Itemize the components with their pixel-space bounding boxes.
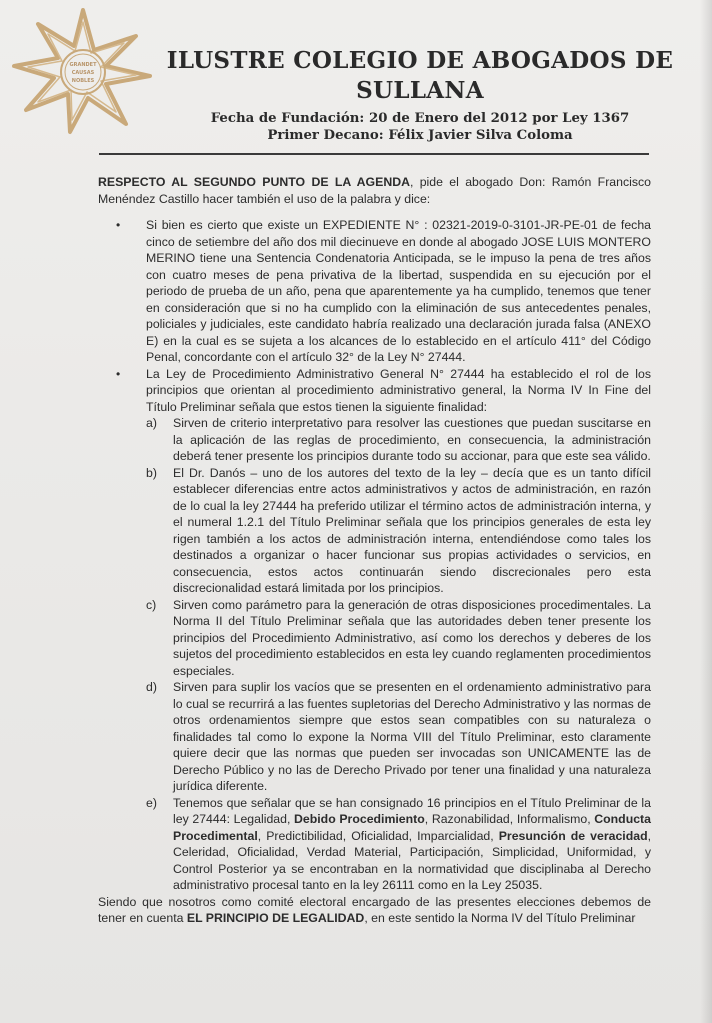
principle-presuncion-veracidad: Presunción de veracidad [498,828,648,843]
agenda-heading: RESPECTO AL SEGUNDO PUNTO DE LA AGENDA [98,175,410,189]
header-divider [99,153,649,155]
principle-debido-procedimiento: Debido Procedimiento [294,812,425,826]
list-item-text: Sirven para suplir los vacíos que se presenten en el ordenamiento administrativo para lo cual se recurrirá a las fuentes supletorias del Derecho Administrativo y las normas de otros ordenamientos siempre que estos sean compatibles con su naturaleza o finalidades tal como lo expone la Norma VIII del Título Preliminar, esto claramente quiere decir que las normas que pueden ser invocadas son UNICAMENTE las de Derecho Público y no las de Derecho Privado por tener una finalidad y una naturaleza jurídica diferente. [173,680,651,793]
list-item-label: a) [146,416,157,430]
seal-word-2: CAUSAS [71,70,95,76]
principles-text-1: Tenemos que señalar que se han consignado 16 principios en el Título Preliminar de la ley 27444: Legalidad, [173,795,651,826]
list-item [98,415,651,465]
list-item [98,795,651,894]
closing-paragraph [98,894,651,927]
bullet-item [98,366,651,416]
list-item-text: Sirven como parámetro para la generación de otras disposiciones procedimentales. La Norma II del Título Preliminar señala que las autoridades deben tener presente los principios del Procedimiento Administrativo, así como los derechos y deberes de los sujetos del procedimiento establecidos en esta ley cuando reglamenten procedimientos especiales. [173,597,651,678]
intro-text: , pide el abogado Don: Ramón Francisco Menéndez Castillo hacer también el uso de la palabra y dice: [98,175,651,206]
principle-conducta-procedimental: Conducta Procedimental [173,812,651,843]
list-item-text: Sirven de criterio interpretativo para resolver las cuestiones que puedan suscitarse en la aplicación de las reglas de procedimiento, en consecuencia, la administración deberá tener presente los principios durante todo su accionar, para que este sea válido. [173,416,651,463]
closing-text-1: Siendo que nosotros como comité electoral encargado de las presentes elecciones debemos de tener en cuenta [98,894,651,925]
list-item-label: b) [146,465,157,480]
list-item [98,465,651,597]
seal-word-1: GRANDET [69,62,97,68]
principles-text-4: , Celeridad, Oficialidad, Verdad Material, Participación, Simplicidad, Uniformidad, y Control Posterior ya se encontraban en la normatividad que disciplinaba al Derecho administrativo procesal tanto en la ley 26111 como en la Ley 25035. [173,828,651,892]
bullet-icon: • [116,218,121,232]
list-item-label: e) [146,795,157,810]
bullet-icon: • [116,366,121,381]
bullet-text: La Ley de Procedimiento Administrativo General N° 27444 ha establecido el rol de los principios que orientan al procedimiento administrativo general, la Norma IV In Fine del Título Preliminar señala que estos tienen la siguiente finalidad: [146,366,651,414]
bar-association-seal [8,6,158,136]
closing-text-2: , en este sentido la Norma IV del Título Preliminar [364,911,636,925]
list-item-label: d) [146,680,157,694]
list-item [98,679,651,795]
document-body [98,174,651,927]
list-item [98,597,651,680]
principles-text-3: , Predictibilidad, Oficialidad, Imparcialidad, [257,828,499,843]
letterhead-title-line1: ILUSTRE COLEGIO DE ABOGADOS DE [166,47,674,74]
letterhead-title-line2: SULLANA [356,77,484,104]
intro-paragraph [98,174,651,207]
list-item-text: El Dr. Danós – uno de los autores del texto de la ley – decía que es un tanto difícil establecer diferencias entre actos administrativos y actos de administración, en razón de lo cual la ley 27444 ha preferido utilizar el término actos de administración interna, y el numeral 1.2.1 del Título Preliminar señala que los principios generales de esta ley rigen también a los actos de administración interna, entendiéndose como tales los destinados a organizar o hacer funcionar sus propias actividades o servicios, en consecuencia, estos actos continuarán siendo discrecionales pero esta discrecionalidad estará limitada por los principios. [173,465,651,595]
letterhead [160,46,680,144]
seal-word-3: NOBLES [71,78,95,84]
bullet-item [98,217,651,366]
bullet-text: Si bien es cierto que existe un EXPEDIENTE N° : 02321-2019-0-3101-JR-PE-01 de fecha cinco de setiembre del año dos mil diecinueve en donde al abogado JOSE LUIS MONTERO MERINO tiene una Sentencia Condenatoria Anticipada, se le impuso la pena de tres años con cuatro meses de pena privativa de la libertad, suspendida en su ejecución por el periodo de prueba de un año, pena que aparentemente ya ha cumplido, tenemos que tener en consideración que si no ha cumplido con la eliminación de sus antecedentes penales, policiales y judiciales, este candidato habría realizado una declaración jurada falsa (ANEXO E) en la cual es se sujeta a los alcances de lo establecido en el artículo 411° del Código Penal, concordante con el artículo 32° de la Ley N° 27444. [146,218,651,364]
legality-principle: EL PRINCIPIO DE LEGALIDAD [186,911,365,925]
principles-text-2: , Razonabilidad, Informalismo, [424,812,595,826]
founding-date: Fecha de Fundación: 20 de Enero del 2012 por Ley 1367 [210,111,630,126]
star-seal-icon [8,6,158,136]
list-item-label: c) [146,597,157,612]
first-dean: Primer Decano: Félix Javier Silva Coloma [267,128,573,143]
